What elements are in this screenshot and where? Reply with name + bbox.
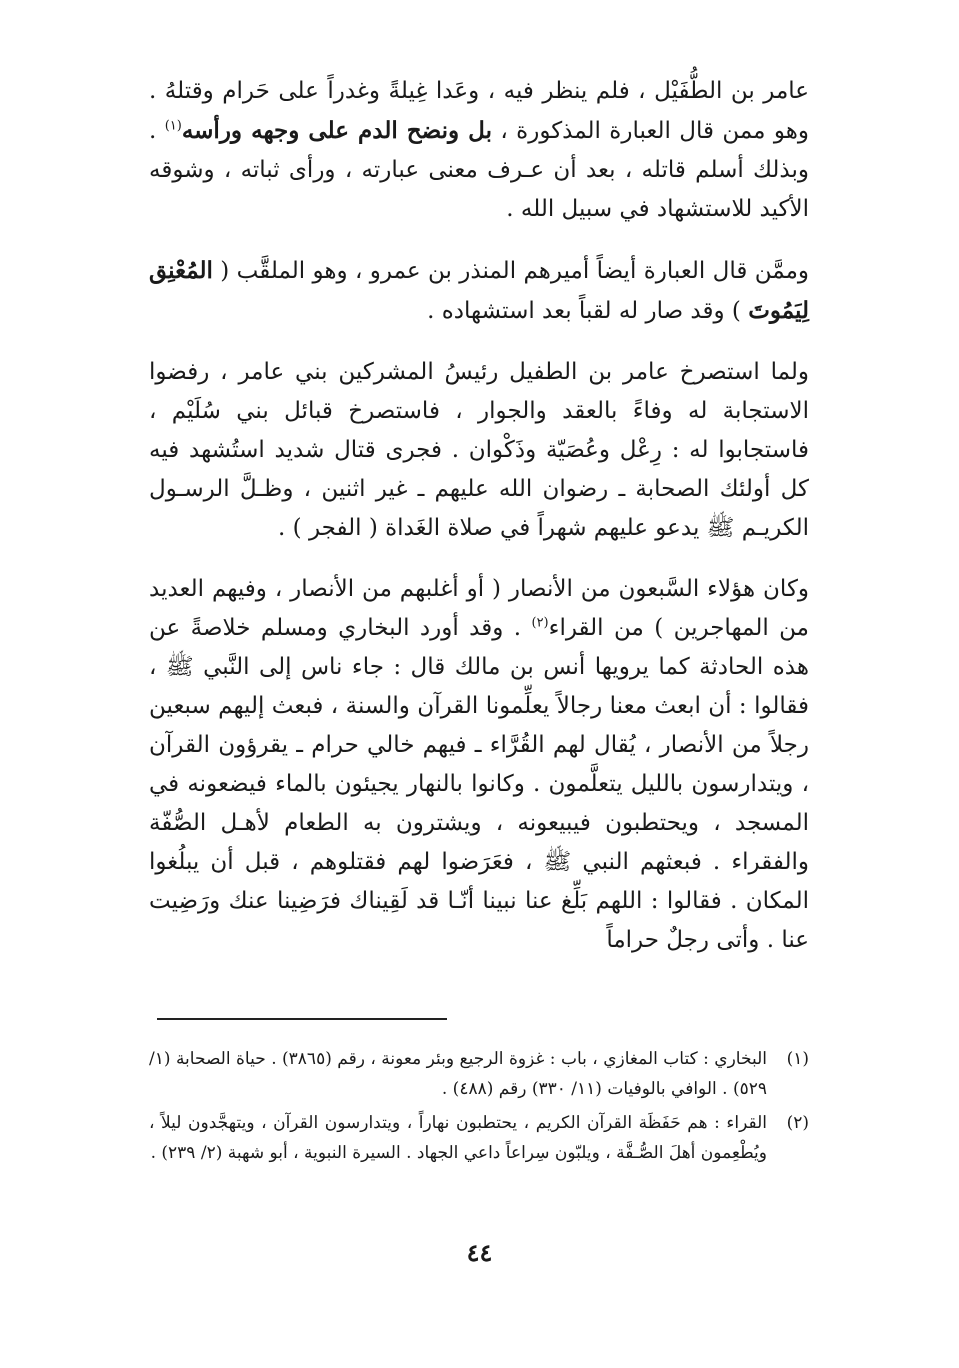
footnote-number: (٢) (786, 1113, 809, 1133)
bold-text-run: بل ونضح الدم على وجهه ورأسه (181, 117, 492, 144)
text-run: ) وقد صار له لقباً بعد استشهاده . (427, 298, 749, 324)
main-text (149, 72, 809, 982)
footnote-ref-1: (١) (164, 118, 182, 134)
footnote-number: (١) (786, 1049, 809, 1069)
paragraph-4 (149, 570, 809, 960)
footnotes (149, 1044, 809, 1172)
text-run: . وقد أورد البخاري ومسلم خلاصةً عن هذه الحادثة كما يرويها أنس بن مالك قال : جاء ناس إلى النَّبي ﷺ ، فقالوا : أن ابعث معنا رجالاً يعلِّمونا القرآن والسنة ، فبعث إليهم سبعين رجلاً من الأنصار ، يُقال لهم القُرَّاء ـ فيهم خالي حرام ـ يقرؤون القرآن ، ويتدارسون بالليل يتعلَّمون . وكانوا بالنهار يجيئون بالماء فيضعونه في المسجد ، ويحتطبون فيبيعونه ، ويشترون به الطعام لأهـل الصُّفّة والفقراء . فبعثهم النبي ﷺ ، فعَرَضوا لهم فقتلوهم ، قبل أن يبلُغوا المكان . فقالوا : اللهم بَلِّغ عنا نبينا أنّـا قد لَقِيناك فرَضِينا عنك ورَضِيت عنا . وأتى رجلٌ حراماً (149, 615, 809, 953)
footnote-2 (149, 1108, 809, 1168)
text-run: عامر بن الطُّفَيْل ، فلم ينظر فيه ، وعَدا غِيلةً وغدراً على حَرام وقتلهُ . وهو ممن قال العبارة المذكورة ، (149, 78, 809, 144)
paragraph-2 (149, 251, 809, 331)
page-number: ٤٤ (466, 1238, 493, 1267)
paragraph-3 (149, 353, 809, 548)
footnote-text: القراء : هم حَفَظَة القرآن الكريم ، يحتطبون نهاراً ، ويتدارسون القرآن ، ويتهجَّدون ليلاً ، ويُطْعِمون أهلَ الصُّـفَّة ، ويلبّون سِراعاً داعي الجهاد . السيرة النبوية ، أبو شهبة (٢/ ٢٣٩) . (149, 1113, 767, 1163)
text-run: وممَّن قال العبارة أيضاً أميرهم المنذر بن عمرو ، وهو الملقَّب ( (212, 258, 809, 284)
text-run: ولما استصرخ عامر بن الطفيل رئيسُ المشركين بني عامر ، رفضوا الاستجابة له وفاءً بالعقد والجوار ، فاستصرخ قبائل بني سُلَيْم ، فاستجابوا له : رِعْل وعُصَيّة وذَكْوان . فجرى قتال شديد استُشهد فيه كل أولئك الصحابة ـ رضوان الله عليهم ـ غير اثنين ، وظـلَّ الرسـول الكريـم ﷺ يدعو عليهم شهراً في صلاة الغَداة ( الفجر ) . (149, 359, 809, 541)
footnote-ref-2: (٢) (531, 615, 549, 631)
footnote-separator (157, 1018, 447, 1020)
paragraph-1 (149, 72, 809, 229)
footnote-text: البخاري : كتاب المغازي ، باب : غزوة الرجيع وبئر معونة ، رقم (٣٨٦٥) . حياة الصحابة (١/ ٥٢٩) . الوافي بالوفيات (١١/ ٣٣٠) رقم (٤٨٨) . (149, 1049, 767, 1099)
text-run: وكان هؤلاء السَّبعون من الأنصار ( أو أغلبهم من الأنصار ، وفيهم العديد من المهاجرين ) من القراء (149, 576, 809, 641)
bold-text-run: المُعْنِق لِيَمُوتَ (149, 257, 809, 324)
footnote-1 (149, 1044, 809, 1104)
text-run: . وبذلك أسلم قاتله ، بعد أن عـرف معنى عبارته ، ورأى ثباته ، وشوقه الأكيد للاستشهاد في سبيل الله . (149, 118, 809, 222)
